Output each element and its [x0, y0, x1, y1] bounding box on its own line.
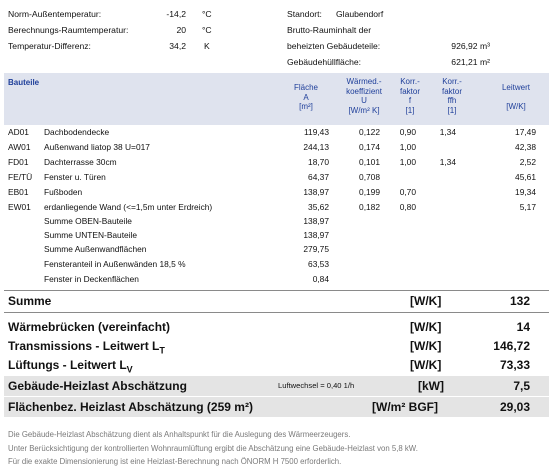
- row-code: EW01: [8, 202, 31, 212]
- row-name: Außenwand liatop 38 U=017: [44, 142, 150, 152]
- lueftung-label: Lüftungs - Leitwert $L_V$: [8, 358, 133, 375]
- row-u: 0,122: [359, 127, 380, 137]
- waermebruecken-label: Wärmebrücken (vereinfacht): [8, 320, 171, 334]
- row-name: Dachbodendecke: [44, 127, 110, 137]
- row-u: 0,199: [359, 187, 380, 197]
- summary-waermebruecken: [4, 318, 549, 336]
- subtotal-name: Summe OBEN-Bauteile: [44, 216, 132, 226]
- norm-outside-temp-label: Norm-Außentemperatur:: [8, 9, 102, 19]
- row-lw: 2,52: [519, 157, 536, 167]
- subtotal-row: [4, 243, 549, 256]
- footnote: Unter Berücksichtigung der kontrollierten Wohnraumlüftung ergibt die Abschätzung eine Gebäude-Heizlast von 5,8 kW.: [8, 444, 418, 453]
- table-row: [4, 156, 549, 169]
- temp-diff-value: 34,2: [169, 41, 186, 51]
- summe-label: Summe: [8, 294, 52, 308]
- footnote: Für die exakte Dimensionierung ist eine Heizlast-Berechnung nach ÖNORM H 7500 erforderlich.: [8, 457, 342, 466]
- lueftung-value: 73,33: [499, 358, 530, 372]
- location-value: Glaubendorf: [336, 9, 384, 19]
- temp-diff-label: Temperatur-Differenz:: [8, 41, 91, 51]
- summe-unit: [W/K]: [410, 294, 442, 308]
- row-name: erdanliegende Wand (<=1,5m unter Erdreich): [44, 202, 213, 212]
- table-header: [4, 73, 549, 125]
- subtotal-area: 0,84: [312, 274, 329, 284]
- row-u: 0,101: [359, 157, 380, 167]
- gross-volume-label-2: beheizten Gebäudeteile:: [287, 41, 381, 51]
- row-u: 0,708: [359, 172, 380, 182]
- subtotal-row: [4, 258, 549, 271]
- subtotal-name: Fensteranteil in Außenwänden 18,5 %: [44, 259, 186, 269]
- heizlast-value: 7,5: [513, 379, 530, 393]
- row-ffh: 1,34: [439, 157, 456, 167]
- row-area: 138,97: [303, 187, 329, 197]
- row-code: EB01: [8, 187, 29, 197]
- calc-room-temp-value: 20: [176, 25, 186, 35]
- flaechenbez-label: Flächenbez. Heizlast Abschätzung (259 m²): [8, 400, 253, 414]
- subtotal-area: 138,97: [303, 230, 329, 240]
- footnote: Die Gebäude-Heizlast Abschätzung dient als Anhaltspunkt für die Auslegung des Wärmeerzeugers.: [8, 430, 351, 439]
- waermebruecken-unit: [W/K]: [410, 320, 442, 334]
- row-code: FE/TÜ: [8, 172, 33, 182]
- table-row: [4, 126, 549, 139]
- gross-volume-value: 926,92 m³: [451, 41, 490, 51]
- divider: [4, 312, 549, 313]
- heizlast-unit: [kW]: [418, 379, 444, 393]
- subtotal-name: Fenster in Deckenflächen: [44, 274, 139, 284]
- summary-flaechenbez: [4, 397, 549, 417]
- col-korr-ffh: Korr.- faktor ffh [1]: [441, 77, 462, 115]
- lueftung-unit: [W/K]: [410, 358, 442, 372]
- row-u: 0,182: [359, 202, 380, 212]
- waermebruecken-value: 14: [516, 320, 530, 334]
- subtotal-area: 138,97: [303, 216, 329, 226]
- summary-heizlast: [4, 376, 549, 396]
- row-f: 1,00: [399, 142, 416, 152]
- subtotal-row: [4, 229, 549, 242]
- row-code: FD01: [8, 157, 29, 167]
- row-area: 244,13: [303, 142, 329, 152]
- norm-outside-temp-unit: °C: [202, 9, 212, 19]
- row-f: 0,80: [399, 202, 416, 212]
- col-leitwert: Leitwert [W/K]: [501, 83, 530, 111]
- row-name: Dachterrasse 30cm: [44, 157, 117, 167]
- heizlast-note: Luftwechsel = 0,40 1/h: [278, 381, 355, 390]
- row-f: 0,90: [399, 127, 416, 137]
- table-row: [4, 186, 549, 199]
- row-name: Fenster u. Türen: [44, 172, 106, 182]
- summary-lueftung: [4, 356, 549, 374]
- row-lw: 45,61: [515, 172, 536, 182]
- flaechenbez-unit: [W/m² BGF]: [372, 400, 438, 414]
- row-code: AW01: [8, 142, 31, 152]
- summe-value: 132: [509, 294, 530, 308]
- col-bauteile: Bauteile: [8, 78, 40, 87]
- row-lw: 19,34: [515, 187, 536, 197]
- row-area: 18,70: [308, 157, 329, 167]
- subtotal-row: [4, 273, 549, 286]
- calc-room-temp-unit: °C: [202, 25, 212, 35]
- subtotal-name: Summe UNTEN-Bauteile: [44, 230, 138, 240]
- row-f: 0,70: [399, 187, 416, 197]
- col-flaeche: Fläche A [m²]: [293, 83, 318, 111]
- row-lw: 17,49: [515, 127, 536, 137]
- transmission-value: 146,72: [493, 339, 530, 353]
- row-u: 0,174: [359, 142, 380, 152]
- row-name: Fußboden: [44, 187, 83, 197]
- norm-outside-temp-value: -14,2: [166, 9, 186, 19]
- table-row: [4, 141, 549, 154]
- row-code: AD01: [8, 127, 29, 137]
- row-area: 35,62: [308, 202, 329, 212]
- subtotal-name: Summe Außenwandflächen: [44, 244, 147, 254]
- envelope-area-label: Gebäudehüllfläche:: [287, 57, 362, 67]
- heizlast-label: Gebäude-Heizlast Abschätzung: [8, 379, 187, 393]
- subtotal-area: 279,75: [303, 244, 329, 254]
- location-label: Standort:: [287, 9, 322, 19]
- col-korr-f: Korr.- faktor f [1]: [399, 77, 420, 115]
- row-lw: 42,38: [515, 142, 536, 152]
- summary-summe: [4, 291, 549, 311]
- row-lw: 5,17: [519, 202, 536, 212]
- transmission-unit: [W/K]: [410, 339, 442, 353]
- flaechenbez-value: 29,03: [499, 400, 530, 414]
- subtotal-area: 63,53: [308, 259, 329, 269]
- gross-volume-label-1: Brutto-Rauminhalt der: [287, 25, 372, 35]
- col-waermed: Wärmed.- koeffizient U [W/m² K]: [346, 77, 382, 115]
- row-f: 1,00: [399, 157, 416, 167]
- calc-room-temp-label: Berechnungs-Raumtemperatur:: [8, 25, 129, 35]
- summary-transmission: [4, 337, 549, 355]
- temp-diff-unit: K: [204, 41, 210, 51]
- envelope-area-value: 621,21 m²: [451, 57, 490, 67]
- transmission-label: Transmissions - Leitwert $L_T$: [8, 339, 165, 356]
- table-row: [4, 171, 549, 184]
- row-ffh: 1,34: [439, 127, 456, 137]
- subtotal-row: [4, 215, 549, 228]
- row-area: 64,37: [308, 172, 329, 182]
- row-area: 119,43: [304, 127, 329, 137]
- table-row: [4, 201, 549, 214]
